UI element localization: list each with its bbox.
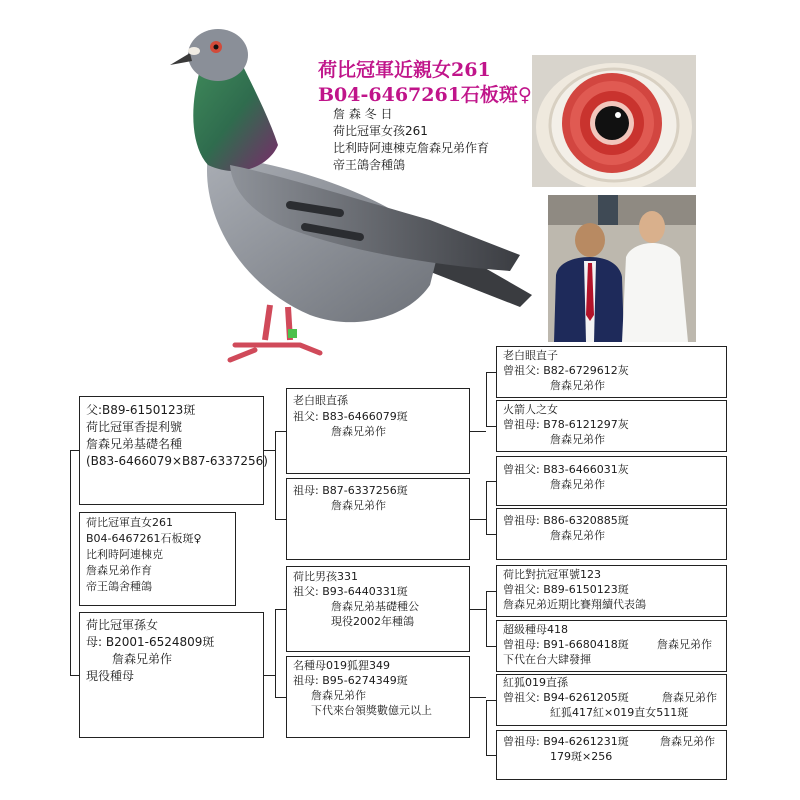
connector [486, 755, 496, 756]
connector [70, 450, 71, 675]
g6-line-2: 曾祖母: B91-6680418斑 [503, 638, 629, 651]
connector [275, 609, 286, 610]
g1-line-3: 詹森兄弟作 [550, 379, 605, 392]
eye-photo [532, 55, 696, 187]
connector [486, 591, 496, 592]
gd1-line-1: 祖母: B87-6337256斑 [293, 484, 408, 497]
g6-line-4: 下代在台大肆發揮 [503, 653, 591, 666]
connector [486, 372, 496, 373]
g8-line-2: 詹森兄弟作 [660, 735, 715, 748]
g1-line-2: 曾祖父: B82-6729612灰 [503, 364, 629, 377]
subject-line-3: 比利時阿連棟克 [86, 548, 163, 561]
g6-line-3: 詹森兄弟作 [657, 638, 712, 651]
g7-line-3: 詹森兄弟作 [662, 691, 717, 704]
connector [264, 675, 275, 676]
connector [470, 609, 486, 610]
g4-line-2: 詹森兄弟作 [550, 529, 605, 542]
g6-line-1: 超級種母418 [503, 623, 568, 636]
header-info-3: 比利時阿連棟克詹森兄弟作育 [333, 141, 490, 155]
connector [275, 519, 286, 520]
connector [486, 700, 496, 701]
subject-line-5: 帝王鴿舍種鴿 [86, 580, 152, 593]
gs1-line-1: 老白眼直孫 [293, 394, 348, 407]
sire-line-2: 荷比冠軍香提利號 [86, 420, 183, 434]
breeders-photo [548, 195, 696, 342]
g2-line-3: 詹森兄弟作 [550, 433, 605, 446]
g3-line-2: 詹森兄弟作 [550, 478, 605, 491]
connector [486, 534, 496, 535]
connector [275, 431, 286, 432]
gs2-line-4: 現役2002年種鴿 [331, 615, 414, 628]
g5-line-1: 荷比對抗冠軍號123 [503, 568, 601, 581]
g2-line-1: 火箭人之女 [503, 403, 558, 416]
subject-line-2: B04-6467261石板斑♀ [86, 532, 202, 545]
g7-line-1: 紅狐019直孫 [503, 676, 568, 689]
connector [486, 646, 496, 647]
title-line-2: B04-6467261石板斑♀ [318, 84, 532, 106]
dam-line-1: 荷比冠軍孫女 [86, 618, 159, 632]
dam-line-4: 現役種母 [86, 669, 135, 683]
header-info-1: 詹 森 冬 日 [333, 107, 393, 121]
dam-line-2: 母: B2001-6524809斑 [86, 635, 215, 649]
connector [264, 450, 275, 451]
gd2-line-4: 下代來台領獎數億元以上 [311, 704, 432, 717]
connector [70, 450, 79, 451]
connector [275, 609, 276, 697]
connector [486, 700, 487, 755]
header-info-2: 荷比冠軍女孩261 [333, 124, 428, 138]
subject-line-4: 詹森兄弟作育 [86, 564, 152, 577]
g1-line-1: 老白眼直子 [503, 349, 558, 362]
gd2-line-3: 詹森兄弟作 [311, 689, 366, 702]
gs2-line-2: 祖父: B93-6440331斑 [293, 585, 408, 598]
title-line-1: 荷比冠軍近親女261 [318, 59, 491, 81]
g3-line-1: 曾祖父: B83-6466031灰 [503, 463, 629, 476]
connector [486, 372, 487, 426]
gd2-line-2: 祖母: B95-6274349斑 [293, 674, 408, 687]
sire-line-4: (B83-6466079×B87-6337256) [86, 454, 268, 468]
g2-line-2: 曾祖母: B78-6121297灰 [503, 418, 629, 431]
g7-line-2: 曾祖父: B94-6261205斑 [503, 691, 629, 704]
g4-line-1: 曾祖母: B86-6320885斑 [503, 514, 629, 527]
connector [70, 675, 79, 676]
g8-line-3: 179斑×256 [550, 750, 613, 763]
connector [486, 591, 487, 646]
gs1-line-2: 祖父: B83-6466079斑 [293, 410, 408, 423]
connector [486, 481, 496, 482]
gd2-line-1: 名種母019狐狸349 [293, 659, 390, 672]
connector [486, 426, 496, 427]
connector [470, 431, 486, 432]
g5-line-3: 詹森兄弟近期比賽翔續代表鴿 [503, 598, 646, 611]
connector [275, 697, 286, 698]
gs2-line-1: 荷比男孩331 [293, 570, 358, 583]
gd1-line-2: 詹森兄弟作 [331, 499, 386, 512]
sire-line-1: 父:B89-6150123斑 [86, 403, 196, 417]
connector [470, 697, 486, 698]
g5-line-2: 曾祖父: B89-6150123斑 [503, 583, 629, 596]
connector [470, 519, 486, 520]
header-info-4: 帝王鴿舍種鴿 [333, 158, 406, 172]
g8-line-1: 曾祖母: B94-6261231斑 [503, 735, 629, 748]
g7-line-4: 紅狐417紅×019直女511斑 [550, 706, 689, 719]
gs1-line-3: 詹森兄弟作 [331, 425, 386, 438]
dam-line-3: 詹森兄弟作 [112, 652, 173, 666]
sire-line-3: 詹森兄弟基礎名種 [86, 437, 183, 451]
gs2-line-3: 詹森兄弟基礎種公 [331, 600, 419, 613]
subject-line-1: 荷比冠軍直女261 [86, 516, 173, 529]
connector [486, 481, 487, 534]
connector [275, 431, 276, 519]
